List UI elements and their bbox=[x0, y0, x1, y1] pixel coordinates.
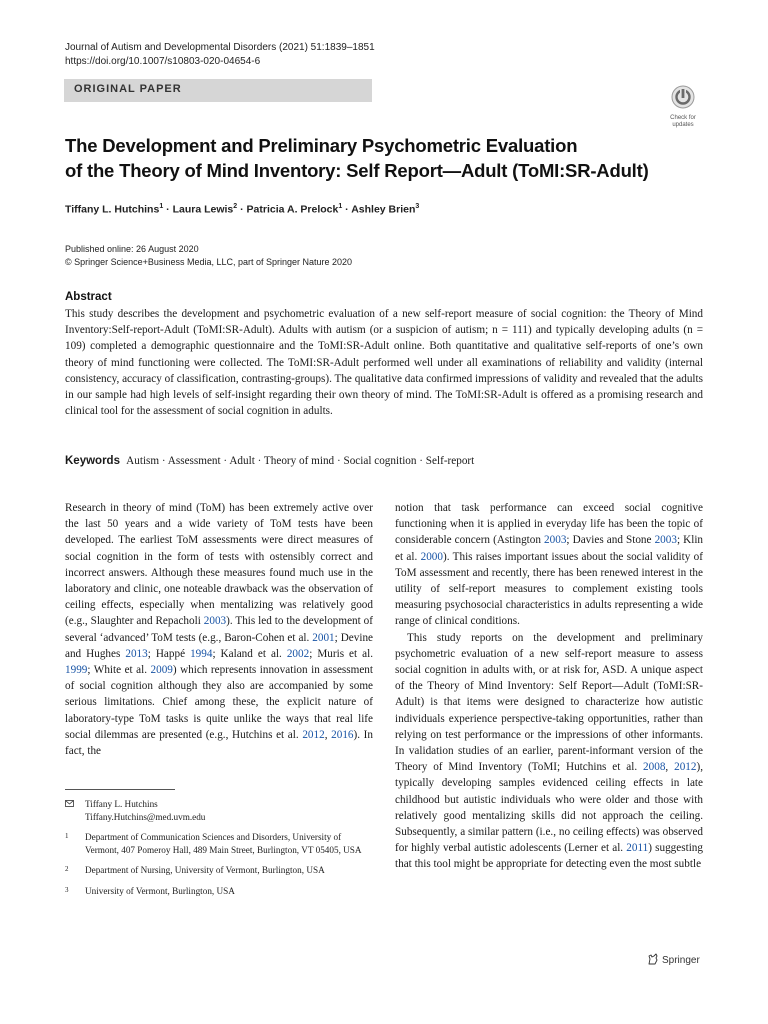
citation-link[interactable]: 1994 bbox=[190, 647, 213, 660]
affiliation bbox=[65, 885, 373, 898]
body-text: ). This led to the development of several ‘advanced’ ToM tests (e.g., Baron-Cohen et al. bbox=[65, 615, 373, 644]
body-text: ; Happé bbox=[147, 647, 191, 660]
affiliation-text: Department of Communication Sciences and Disorders, University of Vermont, 407 Pomeroy Hall, 489 Main Street, Burlington, VT 05405, USA bbox=[85, 832, 362, 855]
contact-email[interactable]: Tiffany.Hutchins@med.uvm.edu bbox=[85, 811, 206, 822]
springer-horse-icon bbox=[647, 953, 659, 965]
body-paragraph bbox=[395, 500, 703, 630]
check-for-updates-badge[interactable] bbox=[663, 85, 703, 128]
citation-link[interactable]: 2003 bbox=[544, 534, 567, 547]
envelope-icon bbox=[65, 800, 74, 807]
author-affiliation-mark: 2 bbox=[233, 203, 238, 210]
author-name[interactable]: Patricia A. Prelock bbox=[246, 203, 339, 216]
body-text: ). In fact, the bbox=[65, 728, 374, 758]
author-affiliation-mark: 3 bbox=[415, 203, 420, 210]
affiliation-number: 2 bbox=[65, 865, 69, 873]
citation-link[interactable]: 2012 bbox=[302, 728, 325, 741]
citation-link[interactable]: 1999 bbox=[65, 664, 88, 677]
badge-line1: Check for bbox=[670, 115, 696, 121]
copyright: © Springer Science+Business Media, LLC, part of Springer Nature 2020 bbox=[65, 257, 353, 267]
body-text: ), typically developing samples evidenced ceiling effects in late childhood but autistic individuals who were older and those with relatively good mentalizing skills did not approach the ceiling. Subsequently, a similar pattern (i.e., no ceiling effects) was observed for highly verbal autistic adolescents (Lerner et al. bbox=[395, 761, 704, 855]
published-date: Published online: 26 August 2020 bbox=[65, 244, 199, 254]
body-text: ; White et al. bbox=[87, 664, 151, 677]
footnotes bbox=[65, 798, 373, 905]
journal-citation: Journal of Autism and Developmental Disorders (2021) 51:1839–1851 bbox=[65, 42, 375, 53]
citation-link[interactable]: 2003 bbox=[203, 615, 227, 628]
keywords bbox=[65, 453, 705, 469]
title-line-1: The Development and Preliminary Psychometric Evaluation bbox=[65, 135, 578, 156]
citation-link[interactable]: 2002 bbox=[286, 647, 310, 660]
body-paragraph bbox=[65, 500, 373, 759]
citation-link[interactable]: 2011 bbox=[626, 842, 649, 855]
badge-line2: updates bbox=[672, 122, 694, 128]
title-line-2: of the Theory of Mind Inventory: Self Report—Adult (ToMI:SR-Adult) bbox=[65, 160, 649, 181]
citation-link[interactable]: 2003 bbox=[654, 534, 677, 547]
publication-info bbox=[65, 243, 352, 269]
journal-header bbox=[65, 41, 375, 69]
author-name[interactable]: Ashley Brien bbox=[351, 203, 416, 216]
citation-link[interactable]: 2000 bbox=[420, 550, 443, 563]
body-text: notion that task performance can exceed social cognitive functioning when it is applied in everyday life has been the topic of considerable concern (Astington bbox=[395, 502, 703, 547]
body-text: , bbox=[665, 761, 675, 774]
author-name[interactable]: Tiffany L. Hutchins bbox=[65, 203, 160, 216]
article-title bbox=[65, 133, 705, 183]
author-affiliation-mark: 1 bbox=[338, 203, 343, 210]
affiliation bbox=[65, 831, 373, 856]
citation-link[interactable]: 2013 bbox=[125, 647, 148, 660]
affiliation-text: Department of Nursing, University of Vermont, Burlington, USA bbox=[85, 865, 325, 875]
body-text: ). This raises important issues about the social validity of ToM assessment and recently, there has been renewed interest in the utility of self-report measures to complement existing tools measuring psychosocial characteristics in adults representing a wide range of clinical conditions. bbox=[395, 550, 703, 628]
doi-link[interactable]: https://doi.org/10.1007/s10803-020-04654-6 bbox=[65, 56, 261, 67]
citation-link[interactable]: 2008 bbox=[643, 761, 666, 774]
abstract-body: This study describes the development and psychometric evaluation of a new self-report measure of social cognition: the Theory of Mind Inventory:Self-report-Adult (ToMI:SR-Adult). Adults with autism (or a suspicion of autism; n = 111) and typically developing adults (n = 109) completed a demographic questionnaire and the ToMI:SR-Adult online. Both quantitative and qualitative self-reports of one’s own theory of mind functioning were collected. The ToMI:SR-Adult performed well under all examinations of reliability and validity (internal consistency, accuracy of classification, contrasting-groups). The qualitative data confirmed impressions of validity and revealed that the adults in our sample had high levels of self-insight regarding their own theory of mind. The ToMI:SR-Adult is offered as a promising research and clinical tool for the assessment of social cognition in adults. bbox=[65, 308, 703, 418]
affiliation-number: 3 bbox=[65, 885, 69, 894]
footnote-divider bbox=[65, 789, 175, 790]
affiliation-text: University of Vermont, Burlington, USA bbox=[85, 885, 235, 896]
abstract-heading: Abstract bbox=[65, 291, 112, 303]
body-text: , bbox=[324, 728, 332, 741]
publisher-name: Springer bbox=[662, 955, 700, 966]
body-text: ; Muris et al. bbox=[309, 647, 374, 660]
body-column-right bbox=[395, 500, 703, 873]
corresponding-author bbox=[65, 798, 373, 823]
body-text: Research in theory of mind (ToM) has been extremely active over the last 50 years and a wide variety of ToM tests have been developed. The earliest ToM assessments were direct measures of social cognition in the form of tests with ostensibly correct and incorrect answers. Although these measures found much use in the laboratory and clinic, one noteable drawback was the observation of ceiling effects, especially when mentalizing was relatively good (e.g., Slaughter and Repacholi bbox=[65, 502, 373, 628]
author-list: Tiffany L. Hutchins$^1$ · Laura Lewis$^2$ · Patricia A. Prelock$^1$ · Ashley Brien$^3$ bbox=[65, 203, 420, 216]
body-text: ; Davies and Stone bbox=[566, 534, 655, 547]
body-text: ; Devine and Hughes bbox=[65, 631, 373, 660]
body-column-left bbox=[65, 500, 373, 759]
citation-link[interactable]: 2012 bbox=[674, 761, 697, 774]
keywords-label: Keywords bbox=[65, 455, 120, 467]
author-affiliation-mark: 1 bbox=[159, 203, 164, 210]
citation-link[interactable]: 2001 bbox=[312, 631, 335, 644]
author-name[interactable]: Laura Lewis bbox=[172, 203, 234, 216]
affiliation bbox=[65, 864, 373, 877]
citation-link[interactable]: 2016 bbox=[331, 728, 354, 741]
body-text: ; Kaland et al. bbox=[212, 647, 287, 660]
section-label: ORIGINAL PAPER bbox=[74, 83, 182, 95]
body-paragraph bbox=[395, 630, 703, 873]
publisher-logo bbox=[647, 953, 700, 966]
body-text: ; Klin et al. bbox=[395, 534, 704, 563]
body-text: ) suggesting that this tool might be appropriate for detecting even the most subtle bbox=[395, 842, 703, 871]
check-updates-icon bbox=[671, 85, 695, 109]
citation-link[interactable]: 2009 bbox=[150, 664, 173, 677]
affiliation-number: 1 bbox=[65, 832, 69, 840]
section-bar bbox=[64, 79, 372, 102]
body-text: ) which represents innovation in assessment of social cognition although they also are accompanied by some serious limitations. Chief among these, the explicit nature of laboratory-type ToM tasks is quite unlike the ways that real life social dilemmas are presented (e.g., Hutchins et al. bbox=[65, 664, 374, 741]
keywords-list: Autism · Assessment · Adult · Theory of mind · Social cognition · Self-report bbox=[126, 455, 475, 467]
body-text: This study reports on the development and preliminary psychometric evaluation of a new self-report measure to assess social cognition in adults with, or at risk for, ASD. A unique aspect of the Theory of Mind Inventory: Self Report—Adult (ToMI:SR-Adult) is that items were designed to characterize how autistic individuals experience perspective-taking opportunities, rather than relying on test performance or the impressions of other informants. In validation studies of an earlier, parent-informant version of the Theory of Mind Inventory (ToMI; Hutchins et al. bbox=[395, 631, 703, 774]
contact-name: Tiffany L. Hutchins bbox=[85, 799, 158, 809]
